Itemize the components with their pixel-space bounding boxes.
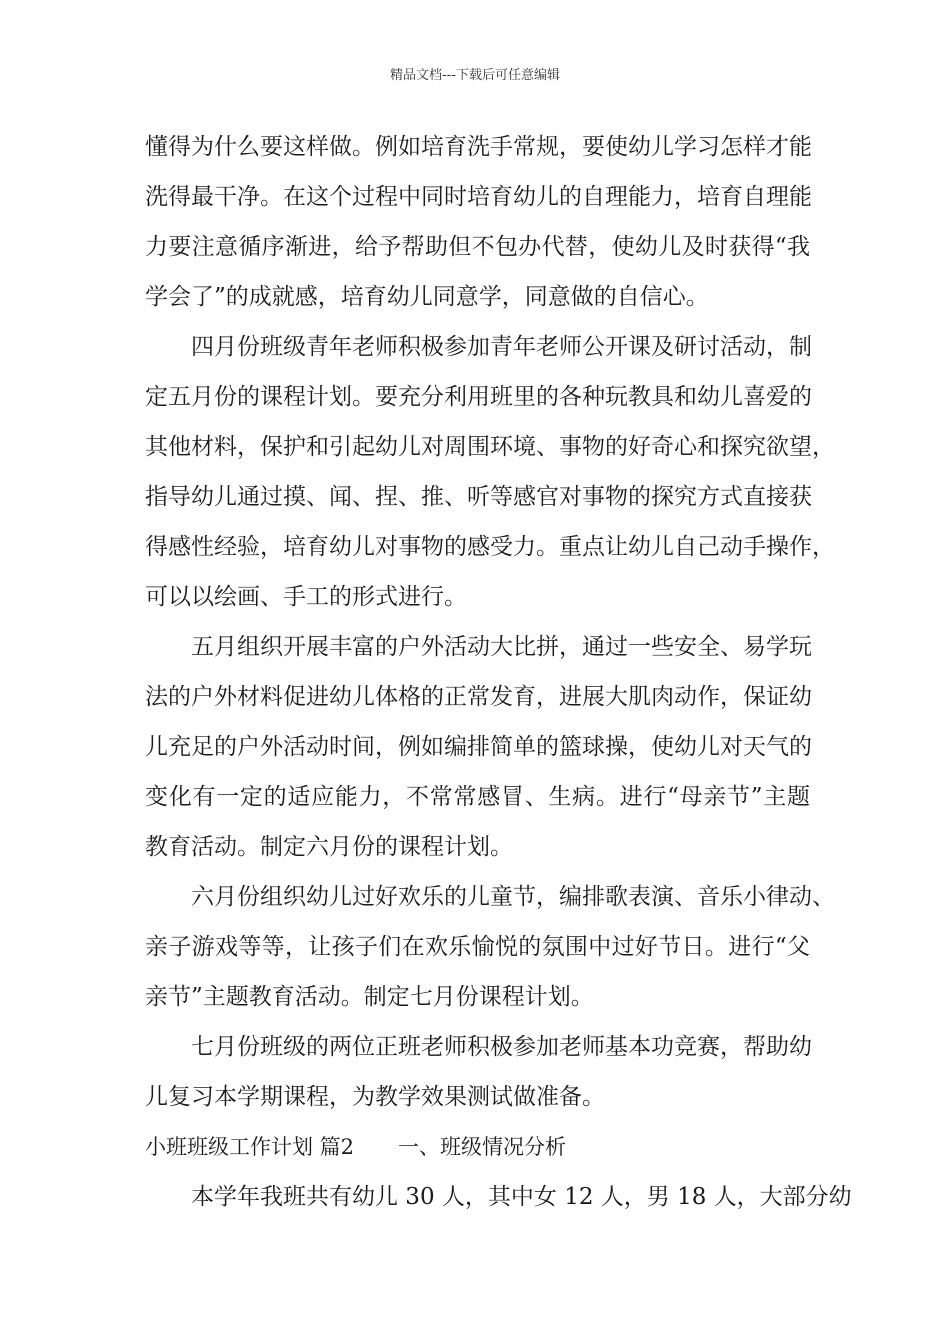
text-line: 可以以绘画、手工的形式进行。 xyxy=(145,584,467,610)
section-heading xyxy=(145,1132,810,1162)
page-header: 精品文档---下载后可任意编辑 xyxy=(389,68,561,83)
paragraph xyxy=(145,632,810,862)
text-line: 定五月份的课程计划。要充分利用班里的各种玩教具和幼儿喜爱的 xyxy=(145,384,812,410)
section-subtitle: 一、班级情况分析 xyxy=(398,1135,567,1159)
text-line: 四月份班级青年老师积极参加青年老师公开课及研讨活动，制 xyxy=(191,334,812,360)
paragraph xyxy=(145,882,835,1012)
text-line: 教育活动。制定六月份的课程计划。 xyxy=(145,834,513,860)
text-line: 六月份组织幼儿过好欢乐的儿童节，编排歌表演、音乐小律动、 xyxy=(191,884,835,910)
text-line: 懂得为什么要这样做。例如培育洗手常规，要使幼儿学习怎样才能 xyxy=(145,134,812,160)
text-line: 亲节”主题教育活动。制定七月份课程计划。 xyxy=(145,984,594,1010)
text-line: 学会了”的成就感，培育幼儿同意学，同意做的自信心。 xyxy=(145,284,709,310)
text-line: 七月份班级的两位正班老师积极参加老师基本功竞赛，帮助幼 xyxy=(191,1034,812,1060)
text-line: 变化有一定的适应能力，不常常感冒、生病。进行“母亲节”主题 xyxy=(145,784,810,810)
text-line: 儿充足的户外活动时间，例如编排简单的篮球操，使幼儿对天气的 xyxy=(145,734,812,760)
text-line: 得感性经验，培育幼儿对事物的感受力。重点让幼儿自己动手操作， xyxy=(145,534,835,560)
text-line: 洗得最干净。在这个过程中同时培育幼儿的自理能力，培育自理能 xyxy=(145,184,812,210)
text-line: 力要注意循序渐进，给予帮助但不包办代替，使幼儿及时获得“我 xyxy=(145,234,810,260)
paragraph xyxy=(145,132,810,312)
section-title: 小班班级工作计划 篇2 xyxy=(145,1135,355,1159)
text-line: 儿复习本学期课程，为教学效果测试做准备。 xyxy=(145,1084,605,1110)
text-line: 亲子游戏等等，让孩子们在欢乐愉悦的氛围中过好节日。进行“父 xyxy=(145,934,810,960)
text-line: 其他材料，保护和引起幼儿对周围环境、事物的好奇心和探究欲望， xyxy=(145,434,835,460)
paragraph xyxy=(145,1032,810,1112)
text-line: 本学年我班共有幼儿 30 人，其中女 12 人，男 18 人，大部分幼 xyxy=(191,1184,852,1210)
text-line: 五月组织开展丰富的户外活动大比拼，通过一些安全、易学玩 xyxy=(191,634,812,660)
document-body xyxy=(145,132,852,1232)
text-line: 法的户外材料促进幼儿体格的正常发育，进展大肌肉动作，保证幼 xyxy=(145,684,812,710)
text-line: 指导幼儿通过摸、闻、捏、推、听等感官对事物的探究方式直接获 xyxy=(145,484,812,510)
paragraph xyxy=(145,332,835,612)
